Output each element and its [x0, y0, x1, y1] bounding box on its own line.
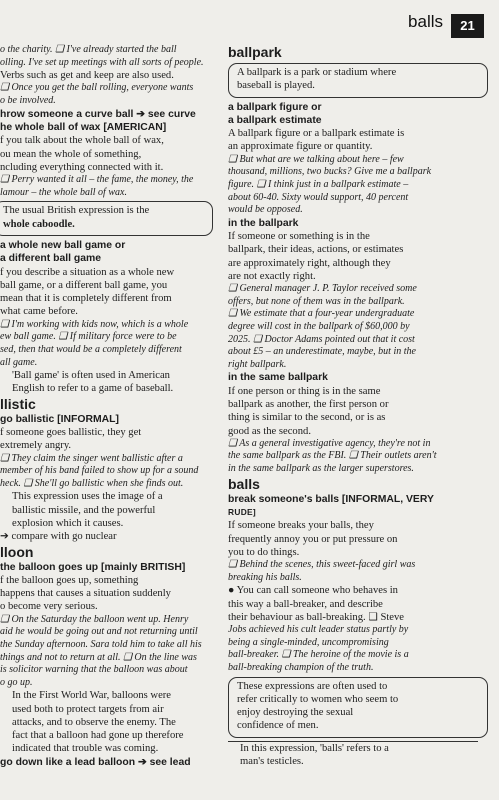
definition-line: you to do things. [228, 546, 300, 558]
headword-balls: balls [228, 475, 260, 492]
example-line: lamour – the whole ball of wax. [0, 186, 127, 198]
definition-line: mean that it is completely different from [0, 293, 172, 305]
definition-line: ● You can call someone who behaves in [228, 585, 398, 597]
idiom-phrase: he whole ball of wax [AMERICAN] [0, 121, 167, 133]
definition-line: what came before. [0, 306, 78, 318]
note-line: 'Ball game' is often used in American [12, 370, 170, 382]
idiom-phrase: a different ball game [0, 253, 102, 265]
page-number: 21 [451, 14, 484, 38]
definition-line: If someone or something is in the [228, 231, 370, 243]
example-line: in the same ballpark as the larger superstores. [228, 463, 414, 475]
left-column [0, 44, 213, 769]
example-line: ❑ We estimate that a four-year undergraduate [228, 308, 415, 320]
example-line: o the charity. ❑ I've already started the ball [0, 44, 177, 55]
example-line: all game. [0, 356, 38, 368]
note-line: whole caboodle. [3, 218, 75, 230]
example-line: olling. I've set up meetings with all sorts of people. [0, 56, 204, 68]
usage-note-box [0, 201, 213, 236]
guide-word: balls [408, 12, 443, 31]
definition-line: happens that causes a situation suddenly [0, 588, 171, 600]
example-line: ❑ They claim the singer went ballistic after a [0, 452, 183, 464]
example-line: ❑ I'm working with kids now, which is a whole [0, 318, 189, 330]
definition-line: f someone goes ballistic, they get [0, 426, 142, 438]
definition-line: If one person or thing is in the same [228, 385, 381, 397]
idiom-phrase: go ballistic [INFORMAL] [0, 413, 119, 425]
example-line: things and not to return at all. ❑ On the line was [0, 651, 197, 663]
idiom-phrase: in the ballpark [228, 217, 299, 229]
definition-line: their behaviour as ball-breaking. ❑ Steve [228, 611, 404, 623]
headword-ballistic: llistic [0, 395, 36, 412]
example-line: offers, but none of them was in the ballpark. [228, 295, 405, 307]
example-line: ❑ General manager J. P. Taylor received some [228, 283, 417, 295]
cross-reference: ➔ compare with go nuclear [0, 531, 117, 543]
note-line: enjoy destroying the sexual [237, 707, 354, 719]
example-line: 2025. ❑ Doctor Adams pointed out that it cost [228, 333, 415, 345]
note-line: In the First World War, balloons were [12, 690, 172, 702]
definition-line: f you describe a situation as a whole new [0, 266, 175, 278]
right-column [228, 44, 488, 768]
example-line: right ballpark. [228, 358, 287, 370]
example-line: aid he would be going out and not returning until [0, 626, 198, 638]
example-line: would be opposed. [228, 204, 303, 216]
example-line: about £5 – an underestimate, maybe, but in the [228, 346, 416, 358]
definition-line: are not exactly right. [228, 270, 316, 282]
definition-line: ncluding everything connected with it. [0, 161, 164, 173]
definition-line: this way a ball-breaker, and describe [228, 598, 383, 610]
example-line: ❑ But what are we talking about here – few [228, 153, 404, 165]
example-line: being a single-minded, uncompromising [228, 636, 389, 648]
example-line: ❑ On the Saturday the balloon went up. Henry [0, 613, 189, 625]
idiom-phrase: in the same ballpark [228, 372, 328, 384]
example-line: ❑ Behind the scenes, this sweet-faced girl was [228, 559, 416, 571]
definition-line: ballpark, their ideas, actions, or estimates [228, 244, 404, 256]
example-line: the same ballpark as the FBI. ❑ Their outlets aren't [228, 450, 437, 462]
example-line: ew ball game. ❑ If military force were to be [0, 331, 177, 343]
note-line: This expression uses the image of a [12, 491, 163, 503]
definition-box [228, 63, 488, 98]
example-line: is solicitor warning that the balloon was about [0, 664, 188, 676]
note-line: These expressions are often used to [237, 680, 388, 692]
headword-ballpark: ballpark [228, 44, 282, 60]
definition-line: thing is similar to the second, or is as [228, 412, 386, 424]
example-line: breaking his balls. [228, 571, 302, 583]
register-label: RUDE] [228, 506, 257, 517]
example-line: figure. ❑ I think just in a ballpark estimate – [228, 178, 409, 190]
definition-line: extremely angry. [0, 440, 72, 452]
idiom-phrase: break someone's balls [INFORMAL, VERY [228, 493, 434, 505]
example-line: o go up. [0, 676, 33, 688]
note-line: man's testicles. [240, 756, 304, 768]
usage-note-box [228, 677, 488, 738]
definition-line: A ballpark figure or a ballpark estimate is [228, 128, 405, 140]
example-line: ❑ Perry wanted it all – the fame, the money, the [0, 174, 194, 186]
example-line: ball-breaking champion of the truth. [228, 662, 374, 673]
note-line: confidence of men. [237, 720, 319, 732]
definition-line: ou mean the whole of something, [0, 148, 142, 160]
note-line: used both to protect targets from air [12, 703, 164, 715]
definition-line: Verbs such as get and keep are also used. [0, 70, 174, 82]
definition-line: ball game, or a different ball game, you [0, 279, 168, 291]
example-line: sed, then that would be a completely different [0, 343, 182, 355]
definition-line: f the balloon goes up, something [0, 574, 139, 586]
headword-balloon: lloon [0, 543, 34, 560]
idiom-phrase: a ballpark figure or [228, 101, 322, 113]
definition-line: good as the second. [228, 425, 311, 437]
idiom-phrase: hrow someone a curve ball ➔ see curve [0, 108, 196, 120]
note-line: The usual British expression is the [3, 205, 150, 217]
example-line: heck. ❑ She'll go ballistic when she finds out. [0, 477, 184, 489]
example-line: the Sunday afternoon. Sara told him to take all his [0, 638, 202, 650]
definition-line: are approximately right, although they [228, 257, 391, 269]
note-line: English to refer to a game of baseball. [12, 383, 174, 395]
definition-line: f you talk about the whole ball of wax, [0, 135, 164, 147]
definition-line: o become very serious. [0, 601, 98, 613]
definition-line: frequently annoy you or put pressure on [228, 533, 398, 545]
example-line: member of his band failed to show up for a sound [0, 465, 199, 477]
note-line: A ballpark is a park or stadium where [237, 67, 397, 78]
example-line: ❑ Once you get the ball rolling, everyone wants [0, 82, 194, 94]
note-line: attacks, and to observe the enemy. The [12, 716, 176, 728]
example-line: Jobs achieved his cult leader status partly by [228, 624, 409, 636]
definition-line: If someone breaks your balls, they [228, 520, 374, 532]
idiom-phrase: the balloon goes up [mainly BRITISH] [0, 561, 186, 573]
example-line: degree will cost in the ballpark of $60,000 by [228, 321, 410, 333]
note-line: ballistic missile, and the powerful [12, 504, 156, 516]
example-line: ❑ As a general investigative agency, they're not in [228, 437, 431, 449]
idiom-phrase: a whole new ball game or [0, 239, 126, 251]
note-line: refer critically to women who seem to [237, 693, 399, 705]
example-line: ball-breaker. ❑ The heroine of the movie is a [228, 649, 409, 661]
note-line: explosion which it causes. [12, 517, 124, 529]
note-line: fact that a balloon had gone up therefore [12, 730, 184, 742]
note-line: In this expression, 'balls' refers to a [240, 742, 389, 754]
note-line: indicated that trouble was coming. [12, 743, 159, 755]
definition-line: an approximate figure or quantity. [228, 141, 373, 153]
example-line: o be involved. [0, 95, 56, 107]
note-line: baseball is played. [237, 80, 315, 92]
definition-line: ballpark as another, the first person or [228, 398, 389, 410]
cross-reference: go down like a lead balloon ➔ see lead [0, 756, 191, 768]
example-line: about 60-40. Sixty would support, 40 percent [228, 191, 409, 203]
example-line: thousand, millions, two bucks? Give me a ballpark [228, 166, 432, 178]
idiom-phrase: a ballpark estimate [228, 114, 322, 126]
